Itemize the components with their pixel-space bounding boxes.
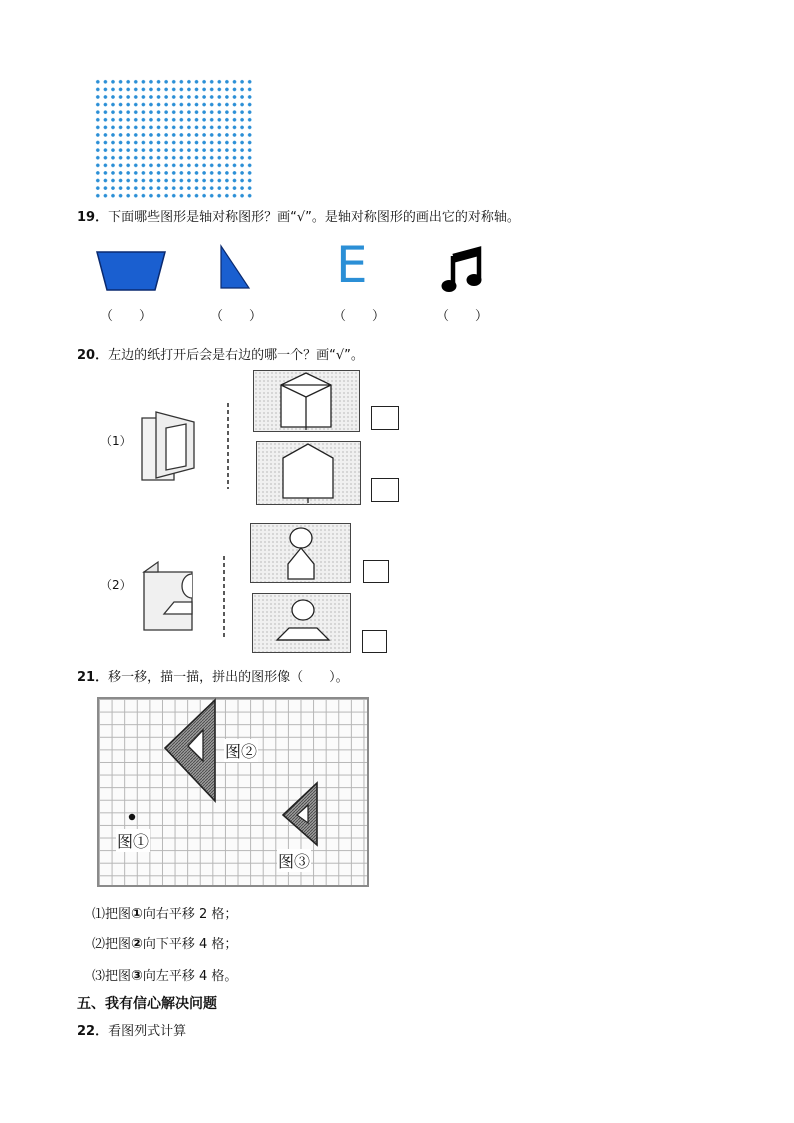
step-1 — [92, 903, 237, 922]
question-22 — [77, 1020, 186, 1039]
question-text: 左边的纸打开后会是右边的哪一个？画“√”。 — [108, 348, 364, 363]
answer-checkbox-2a[interactable] — [363, 560, 389, 583]
answer-paren-4[interactable]: （ ） — [436, 309, 489, 324]
option-panel-1a — [253, 370, 360, 432]
divider-dashed-1 — [226, 403, 230, 489]
question-19 — [77, 206, 520, 225]
trapezoid-shape — [95, 250, 167, 292]
answer-checkbox-2b[interactable] — [362, 630, 387, 653]
step-suffix: 向右平移 2 格； — [142, 907, 238, 922]
step-prefix: ⑴把图 — [92, 907, 132, 922]
question-text: 看图列式计算 — [108, 1024, 187, 1039]
grid-shapes — [97, 697, 369, 887]
question-number: 22． — [77, 1024, 109, 1039]
question-text: 移一移，描一描，拼出的图形像（ ）。 — [108, 670, 349, 685]
figure-1-point — [129, 814, 135, 820]
option-panel-2a — [250, 523, 351, 583]
figure-3-label: 图③ — [277, 849, 311, 872]
answer-paren-2[interactable]: （ ） — [210, 309, 263, 324]
part-2-label: （2） — [100, 578, 132, 592]
option-panel-2b — [252, 593, 351, 653]
answer-checkbox-1b[interactable] — [371, 478, 399, 502]
question-number: 20． — [77, 348, 109, 363]
step-3 — [92, 965, 237, 984]
step-suffix: 向左平移 4 格。 — [142, 969, 238, 984]
right-triangle-shape — [218, 244, 252, 290]
music-note-icon — [441, 246, 485, 296]
letter-e-shape: E — [336, 236, 368, 294]
answer-paren-3[interactable]: （ ） — [333, 309, 386, 324]
figure-1-label: 图① — [116, 829, 150, 852]
step-circle: ② — [131, 936, 143, 952]
answer-paren-1[interactable]: （ ） — [100, 309, 153, 324]
question-20 — [77, 344, 364, 363]
question-text: 下面哪些图形是轴对称图形？画“√”。是轴对称图形的画出它的对称轴。 — [108, 210, 520, 225]
part-1-label: （1） — [100, 434, 132, 448]
section-heading: 五、我有信心解决问题 — [77, 996, 217, 1012]
question-number: 21． — [77, 670, 109, 685]
question-number: 19． — [77, 210, 109, 225]
step-suffix: 向下平移 4 格； — [142, 937, 238, 952]
step-circle: ① — [131, 906, 143, 922]
figure-2-triangle — [165, 700, 215, 801]
step-prefix: ⑶把图 — [92, 969, 132, 984]
dot-grid — [94, 78, 254, 200]
option-panel-1b — [256, 441, 361, 505]
step-prefix: ⑵把图 — [92, 937, 132, 952]
folded-paper-1 — [138, 408, 200, 484]
answer-checkbox-1a[interactable] — [371, 406, 399, 430]
question-21 — [77, 666, 349, 685]
step-circle: ③ — [131, 968, 143, 984]
figure-2-label: 图② — [224, 739, 258, 762]
folded-paper-2 — [138, 560, 200, 634]
divider-dashed-2 — [222, 556, 226, 638]
step-2 — [92, 933, 237, 952]
